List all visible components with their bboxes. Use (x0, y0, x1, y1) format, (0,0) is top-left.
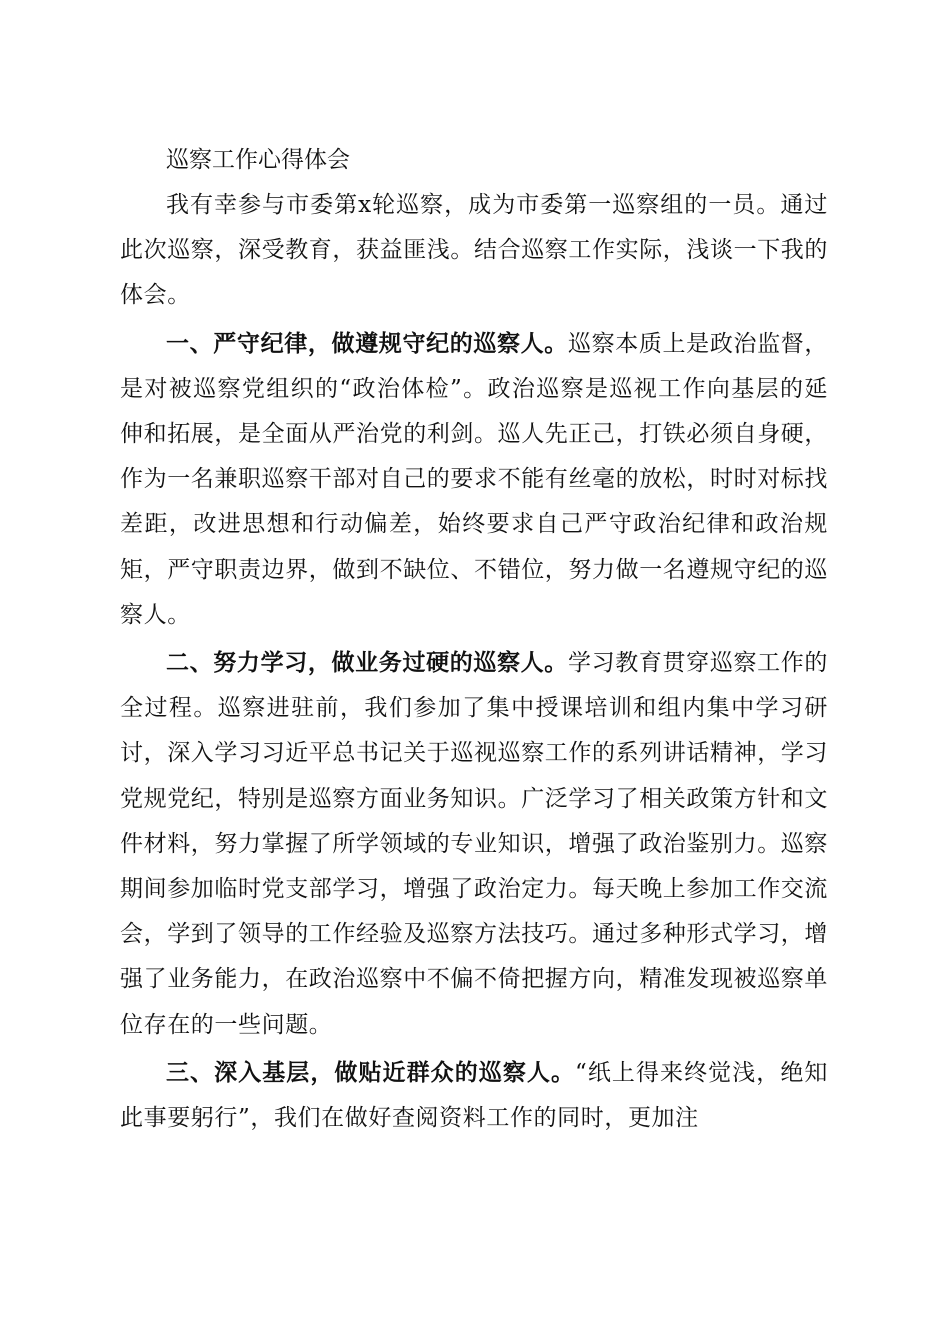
section-three-heading: 三、深入基层，做贴近群众的巡察人。 (166, 1058, 576, 1086)
document-page (120, 138, 828, 1141)
section-one-text: 巡察本质上是政治监督，是对被巡察党组织的“政治体检”。政治巡察是巡视工作向基层的延伸和拓展，是全面从严治党的利剑。巡人先正己，打铁必须自身硬，作为一名兼职巡察干部对自己的要求不能有丝毫的放松，时时对标找差距，改进思想和行动偏差，始终要求自己严守政治纪律和政治规矩，严守职责边界，做到不缺位、不错位，努力做一名遵规守纪的巡察人。 (120, 330, 828, 628)
section-two-heading: 二、努力学习，做业务过硬的巡察人。 (166, 649, 568, 677)
section-two-paragraph (120, 640, 828, 1048)
intro-paragraph (120, 183, 828, 319)
section-three-text: “纸上得来终觉浅，绝知此事要躬行”，我们在做好查阅资料工作的同时，更加注 (120, 1059, 828, 1132)
section-three-paragraph (120, 1050, 828, 1141)
section-one-heading: 一、严守纪律，做遵规守纪的巡察人。 (166, 329, 568, 357)
section-two-text: 学习教育贯穿巡察工作的全过程。巡察进驻前，我们参加了集中授课培训和组内集中学习研讨，深入学习习近平总书记关于巡视巡察工作的系列讲话精神，学习党规党纪，特别是巡察方面业务知识。广泛学习了相关政策方针和文件材料，努力掌握了所学领域的专业知识，增强了政治鉴别力。巡察期间参加临时党支部学习，增强了政治定力。每天晚上参加工作交流会，学到了领导的工作经验及巡察方法技巧。通过多种形式学习，增强了业务能力，在政治巡察中不偏不倚把握方向，精准发现被巡察单位存在的一些问题。 (120, 650, 828, 1038)
section-one-paragraph (120, 321, 828, 638)
document-title: 巡察工作心得体会 (166, 147, 350, 173)
intro-text: 我有幸参与市委第x轮巡察，成为市委第一巡察组的一员。通过此次巡察，深受教育，获益匪浅。结合巡察工作实际，浅谈一下我的体会。 (120, 192, 828, 309)
